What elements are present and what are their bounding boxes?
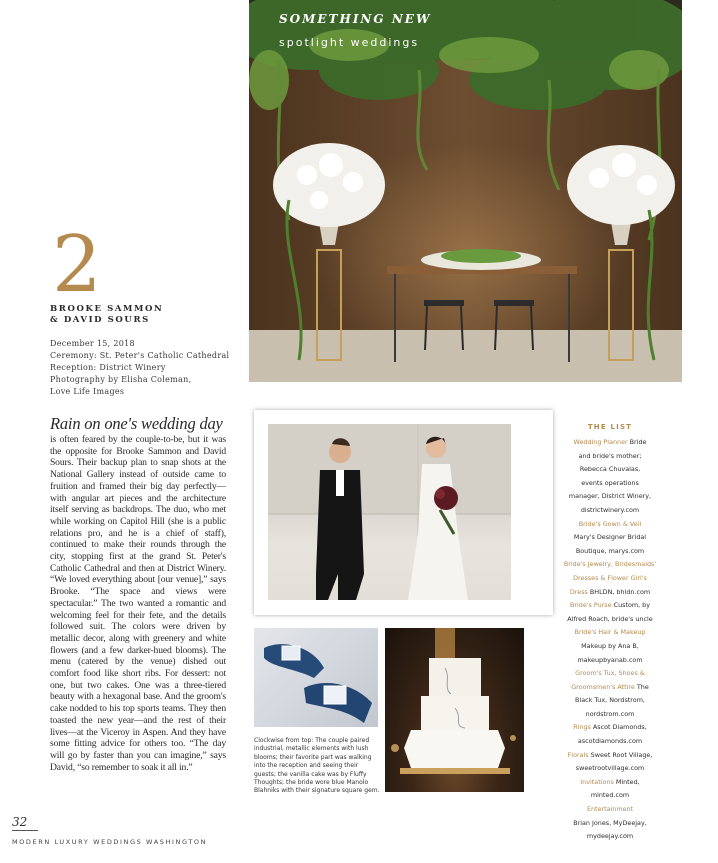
vendor-category: Bride's Purse xyxy=(570,601,612,610)
vendor-category: Bride's Hair & Makeup xyxy=(574,628,646,637)
vendor-list-line xyxy=(540,436,680,450)
vendor-text: Makeup by Ana B, xyxy=(581,641,639,650)
footer-divider xyxy=(12,830,38,831)
vendor-list-line xyxy=(540,599,680,613)
magazine-name: MODERN LUXURY WEDDINGS WASHINGTON xyxy=(12,838,208,846)
cake-photo xyxy=(385,628,524,792)
vendor-list-line xyxy=(540,721,680,735)
section-kicker: SOMETHING NEW xyxy=(279,12,432,26)
vendor-list-line xyxy=(540,681,680,695)
vendor-text: The xyxy=(634,682,649,691)
detail-line: Photography by Elisha Coleman, xyxy=(50,375,192,384)
couple-name-line: & DAVID SOURS xyxy=(50,315,150,325)
vendor-text: Boutique, marys.com xyxy=(575,546,645,555)
page-number: 32 xyxy=(12,815,28,829)
vendor-list-line xyxy=(540,654,680,668)
vendor-list-line xyxy=(540,586,680,600)
vendor-text: BHLDN, bhldn.com xyxy=(587,587,651,596)
detail-line: Ceremony: St. Peter's Catholic Cathedral xyxy=(50,351,230,360)
vendor-text: events operations xyxy=(581,478,639,487)
vendor-text: manager, District Winery, xyxy=(568,492,652,501)
shoes-illustration xyxy=(254,628,378,727)
vendor-text: Bride xyxy=(627,438,647,446)
vendor-list-line xyxy=(540,803,680,817)
couple-names xyxy=(50,304,163,326)
vendor-list-line xyxy=(540,640,680,654)
vendor-text: districtwinery.com xyxy=(580,505,640,514)
couple-illustration xyxy=(268,424,511,600)
vendor-list-line xyxy=(540,762,680,776)
vendor-category: Dresses & Flower Girl's xyxy=(573,573,647,582)
shoes-photo xyxy=(254,628,378,727)
detail-line: Reception: District Winery xyxy=(50,363,166,372)
vendor-text: Rebecca Chuvalas, xyxy=(579,465,641,474)
vendor-list-line xyxy=(540,531,680,545)
detail-line: Love Life Images xyxy=(50,387,125,396)
vendor-list-line xyxy=(540,558,680,572)
vendor-list-line xyxy=(540,490,680,504)
vendor-list-title: THE LIST xyxy=(587,423,633,431)
vendor-list-line xyxy=(540,626,680,640)
vendor-list-line xyxy=(540,776,680,790)
vendor-text: sweetrootvillage.com xyxy=(575,764,645,773)
vendor-list-line xyxy=(540,789,680,803)
vendor-category: Dress xyxy=(569,587,588,596)
cake-illustration xyxy=(385,628,524,792)
vendor-list-line xyxy=(540,450,680,464)
vendor-list-line xyxy=(540,463,680,477)
vendor-text: Minted, xyxy=(613,777,640,786)
vendor-list xyxy=(540,436,680,844)
vendor-text: mydeejay.com xyxy=(586,832,634,841)
vendor-text: Brian Jones, MyDeejay, xyxy=(573,818,647,827)
detail-line: December 15, 2018 xyxy=(50,339,135,348)
photo-caption: Clockwise from top: The couple paired industrial, metallic elements with lush blooms; their favorite part was walking into the reception and seeing their guests; the vanilla cake was by Fluffy Thoughts; the bride wore blue Manolo Blahniks with their signature square gem. xyxy=(254,737,380,795)
vendor-list-line xyxy=(540,518,680,532)
vendor-list-line xyxy=(540,667,680,681)
vendor-category: Wedding Planner xyxy=(573,438,628,446)
vendor-category: Groom's Tux, Shoes & xyxy=(575,669,645,678)
vendor-text: makeupbyanab.com xyxy=(577,655,643,664)
vendor-category: Groomsmen's Attire xyxy=(571,682,635,691)
couple-photo xyxy=(268,424,511,600)
article-body xyxy=(50,414,226,773)
article-paragraph: is often feared by the couple-to-be, but it was the opposite for Brooke Sammon and David Sours. Their backup plan to snap shots at the National Gallery instead of outside came to fruition and framed their big day perfectly—with angular art pieces and the architecture itself serving as backdrops. The duo, who met while working on Capitol Hill (she is a public relations pro, and he is a chief of staff), continued to make their rounds through the city, stopping first at the grand St. Peter's Catholic Cathedral and then at District Winery. “We loved everything about [our venue],” says Brooke. “The space and views were spectacular.” The two wanted a romantic and welcoming feel for their fete, and the details followed suit. The colors were driven by metallic decor, along with greenery and white flowers (and a few darker-hued blooms). The menu (catered by the venue) dished out comfort food like short ribs. For dessert: not one, but two cakes. One was a three-tiered beauty with a hexagonal base. And the groom's cake nodded to his top sports teams. They then toasted the new year—and the rest of their lives—at the Viceroy in Aspen. And they have some fitting advice for others too. “The day will go by faster than you can imagine,” says David, “so remember to soak it all in.” xyxy=(50,434,226,773)
vendor-text: Sweet Root Village, xyxy=(588,750,653,759)
vendor-list-line xyxy=(540,830,680,844)
couple-photo-frame xyxy=(254,410,553,615)
hero-illustration xyxy=(249,0,682,382)
vendor-list-line xyxy=(540,545,680,559)
vendor-category: Bride's Gown & Veil xyxy=(578,519,642,528)
vendor-text: nordstrom.com xyxy=(585,709,635,718)
article-lead: Rain on one's wedding day xyxy=(50,414,223,433)
vendor-list-line xyxy=(540,694,680,708)
vendor-list-line xyxy=(540,613,680,627)
vendor-list-line xyxy=(540,504,680,518)
vendor-list-line xyxy=(540,749,680,763)
vendor-text: Mary's Designer Bridal xyxy=(573,533,647,542)
vendor-list-line xyxy=(540,817,680,831)
vendor-text: Custom, by xyxy=(611,601,650,610)
vendor-text: Alfred Roach, bride's uncle xyxy=(567,614,653,623)
vendor-list-line xyxy=(540,708,680,722)
vendor-list-line xyxy=(540,477,680,491)
vendor-category: Florals xyxy=(567,750,589,759)
vendor-text: and bride's mother; xyxy=(578,451,642,460)
feature-number: 2 xyxy=(52,220,102,310)
vendor-list-line xyxy=(540,735,680,749)
vendor-text: ascotdiamonds.com xyxy=(577,737,643,746)
vendor-category: Rings xyxy=(573,723,591,732)
vendor-category: Entertainment xyxy=(586,805,634,814)
vendor-list-line xyxy=(540,572,680,586)
hero-photo xyxy=(249,0,682,382)
vendor-text: Black Tux, Nordstrom, xyxy=(575,696,645,705)
couple-name-line: BROOKE SAMMON xyxy=(50,304,164,314)
vendor-text: minted.com xyxy=(590,791,630,800)
wedding-details xyxy=(50,338,229,398)
vendor-category: Invitations xyxy=(580,777,614,786)
section-title: spotlight weddings xyxy=(279,36,420,49)
vendor-category: Bride's Jewelry, Bridesmaids' xyxy=(563,560,657,569)
vendor-text: Ascot Diamonds, xyxy=(590,723,647,732)
